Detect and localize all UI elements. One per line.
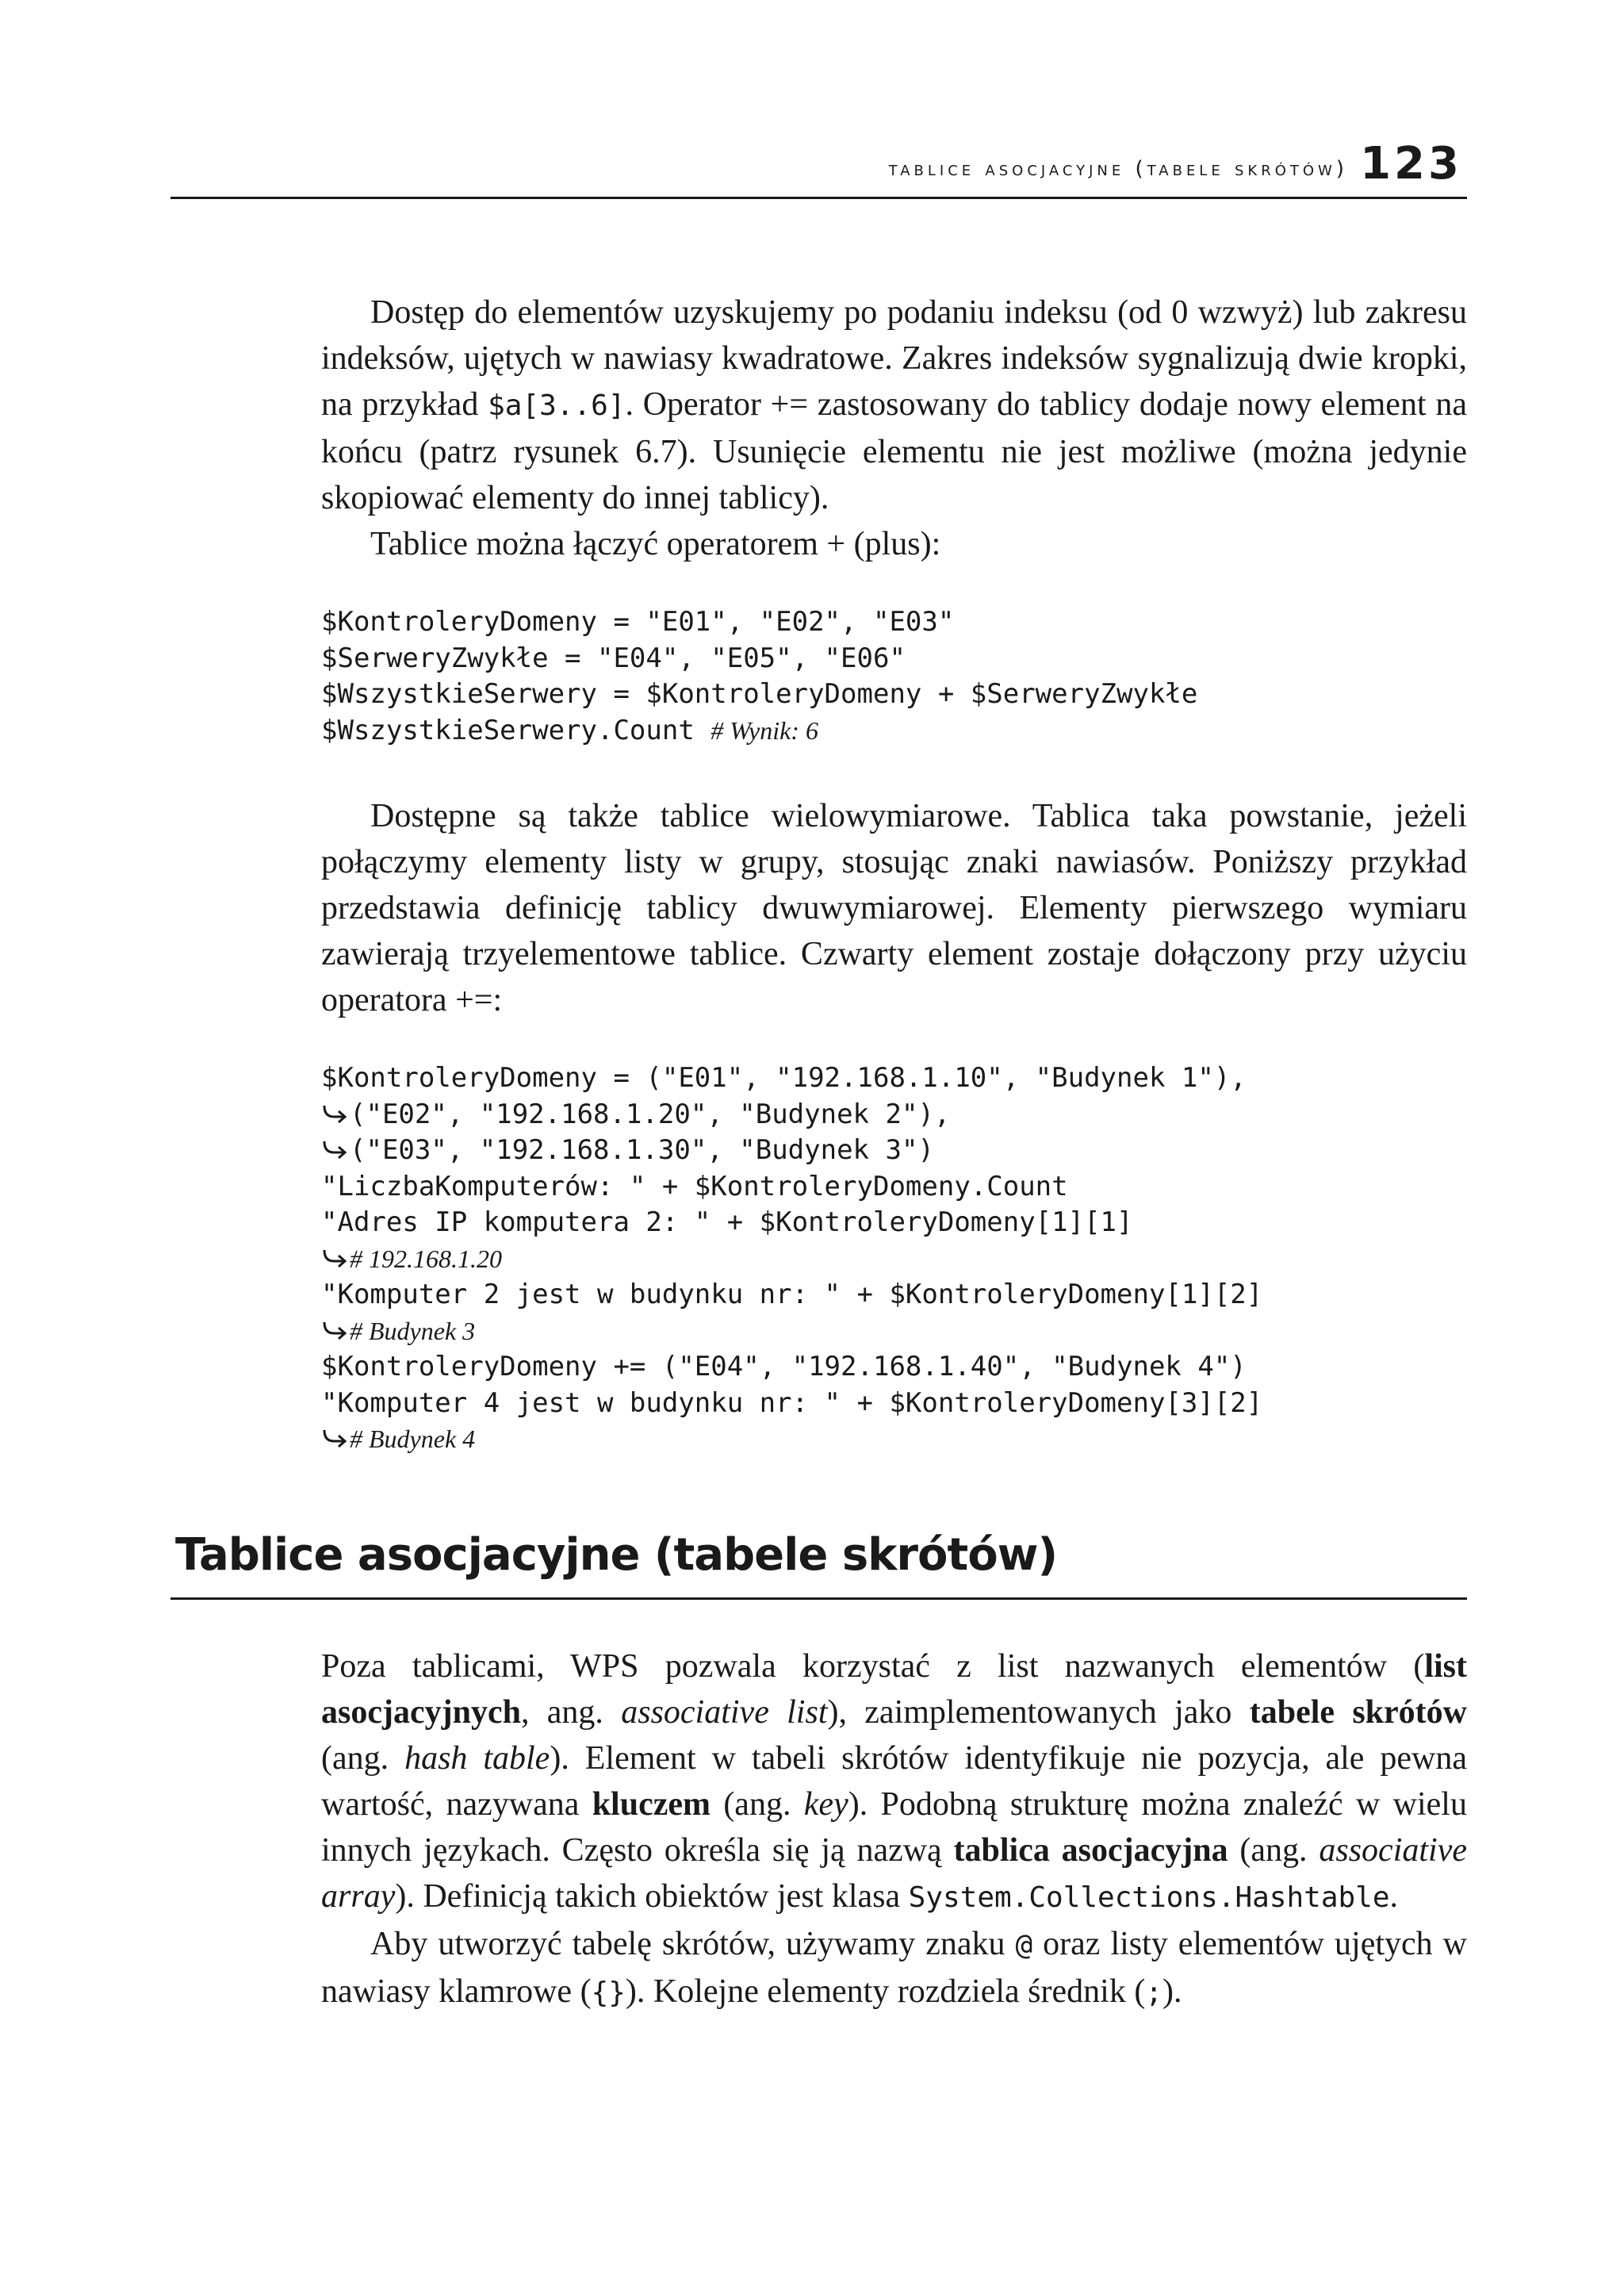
inline-code: {} (591, 1977, 626, 2009)
continuation-arrow-icon (321, 1102, 350, 1126)
inline-code: @ (1015, 1929, 1033, 1961)
code-comment: # Budynek 4 (350, 1424, 476, 1453)
code-line: "Komputer 2 jest w budynku nr: " + $KontroleryDomeny[1][2] (321, 1279, 1263, 1310)
running-title: tablice asocjacyjne (tabele skrótów) (888, 157, 1348, 181)
paragraph-hashtable (321, 1643, 1467, 2016)
paragraph-text: Poza tablicami, WPS pozwala korzystać z list nazwanych elementów (list asocjacyjnych, ang. associative list), zaimplementowanych jako tabele skrótów (ang. hash table). Element w tabeli skrótów identyfikuje nie pozycja, ale pewna wartość, nazywana kluczem (ang. key). Podobną strukturę można znaleźć w wielu innych językach. Często określa się ją nazwą tablica asocjacyjna (ang. associative array). Definicją takich obiektów jest klasa System.Collections.Hashtable. (321, 1648, 1467, 1915)
continuation-arrow-icon (321, 1427, 350, 1451)
paragraph-multidim (321, 793, 1467, 1023)
bold-term: tablica asocjacyjna (953, 1832, 1228, 1869)
code-line: ("E02", "192.168.1.20", "Budynek 2"), (321, 1097, 1467, 1133)
continuation-arrow-icon (321, 1138, 350, 1162)
inline-code: ; (1145, 1977, 1162, 2009)
code-line: $WszystkieSerwery.Count # Wynik: 6 (321, 714, 818, 746)
paragraph-text: Tablice można łączyć operatorem + (plus): (370, 526, 941, 562)
paragraph-text: Dostępne są także tablice wielowymiarowe. Tablica taka powstanie, jeżeli połączymy elementy listy w grupy, stosując znaki nawiasów. Poniższy przykład przedstawia definicję tablicy dwuwymiarowej. Elementy pierwszego wymiaru zawierają trzyelementowe tablice. Czwarty element zostaje dołączony przy użyciu operatora +=: (321, 798, 1467, 1018)
code-block-multidim (321, 1060, 1467, 1458)
paragraph-text: Aby utworzyć tabelę skrótów, używamy znaku @ oraz listy elementów ujętych w nawiasy klamrowe ({}). Kolejne elementy rozdziela średnik (;). (321, 1926, 1467, 2010)
code-comment: # Wynik: 6 (710, 715, 818, 745)
page-number: 123 (1360, 138, 1462, 190)
code-line (321, 1313, 1467, 1350)
italic-term: hash table (404, 1740, 550, 1777)
inline-code: System.Collections.Hashtable (908, 1881, 1390, 1914)
bold-term: tabele skrótów (1249, 1694, 1467, 1731)
code-line: $KontroleryDomeny = ("E01", "192.168.1.10", "Budynek 1"), (321, 1062, 1247, 1094)
continuation-arrow-icon (321, 1319, 350, 1343)
code-block-concat (321, 604, 1467, 749)
italic-term: associative array (321, 1832, 1467, 1915)
code-line (321, 1421, 1467, 1458)
code-line: "Adres IP komputera 2: " + $KontroleryDomeny[1][1] (321, 1206, 1133, 1238)
code-line: ("E03", "192.168.1.30", "Budynek 3") (321, 1133, 1467, 1169)
code-line: $KontroleryDomeny += ("E04", "192.168.1.40", "Budynek 4") (321, 1351, 1247, 1382)
italic-term: associative list (621, 1694, 828, 1731)
code-line (321, 1241, 1467, 1278)
section-heading: Tablice asocjacyjne (tabele skrótów) (175, 1529, 1058, 1581)
code-comment: # Budynek 3 (350, 1316, 476, 1345)
bold-term: list asocjacyjnych (321, 1648, 1467, 1731)
continuation-arrow-icon (321, 1247, 350, 1271)
code-line: $KontroleryDomeny = "E01", "E02", "E03" (321, 606, 955, 638)
paragraph-text: Dostęp do elementów uzyskujemy po podaniu indeksu (od 0 wzwyż) lub zakresu indeksów, ujętych w nawiasy kwadratowe. Zakres indeksów sygnalizują dwie kropki, na przykład $a[3..6]. Operator += zastosowany do tablicy dodaje nowy element na końcu (patrz rysunek 6.7). Usunięcie elementu nie jest możliwe (można jedynie skopiować elementy do innej tablicy). (321, 294, 1467, 516)
code-line: "LiczbaKomputerów: " + $KontroleryDomeny.Count (321, 1170, 1068, 1202)
code-line: $WszystkieSerwery = $KontroleryDomeny + $SerweryZwykłe (321, 678, 1198, 710)
section-header (170, 1529, 1467, 1600)
code-line: "Komputer 4 jest w budynku nr: " + $KontroleryDomeny[3][2] (321, 1386, 1263, 1419)
paragraph-array-access (321, 290, 1467, 567)
bold-term: kluczem (592, 1786, 710, 1823)
code-comment: # 192.168.1.20 (350, 1244, 502, 1273)
code-line: $SerweryZwykłe = "E04", "E05", "E06" (321, 642, 906, 674)
italic-term: key (803, 1786, 848, 1823)
inline-code: $a[3..6] (488, 389, 626, 422)
running-head (170, 135, 1467, 199)
